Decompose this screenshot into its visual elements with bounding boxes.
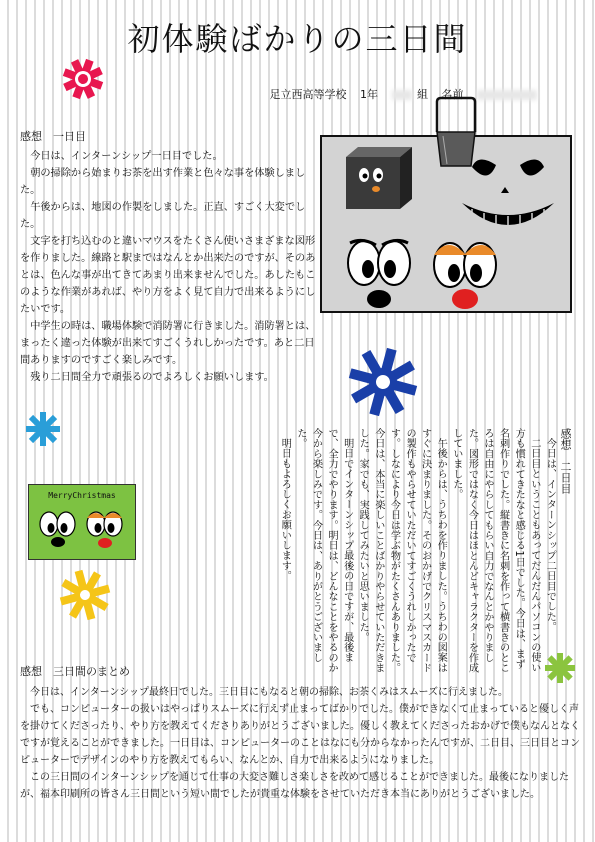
class-label: 組: [417, 88, 428, 101]
paragraph: 今日は、インターンシップ二日目でした。: [544, 438, 556, 632]
cartoon-eyes-icon: [348, 240, 410, 308]
paragraph: 明日でインターンシップ最後の日ですが、最後まで、全力でやります。明日は、どんなことをやるのか今から楽しみです。今日は、ありがとうございました。: [294, 428, 353, 673]
cube-character-icon: [346, 147, 412, 209]
binder-clip-icon: [433, 96, 479, 172]
paragraph: この三日間のインターンシップを通じて仕事の大変さ難しさ楽しさを改めて感じることができました。最後になりましたが、福本印刷所の皆さん三日間という短い間でしたが貴重な体験をさせていただき本当にありがとうございました。: [20, 772, 569, 800]
summary-heading: 感想 三日間のまとめ: [20, 665, 130, 678]
cartoon-eyes-icon: [434, 243, 496, 309]
paragraph: 今日は、インターンシップ一日目でした。: [30, 151, 223, 162]
cartoon-eyes-icon: [29, 500, 135, 556]
page-title: 初体験ばかりの三日間: [127, 20, 468, 58]
day1-body: [20, 148, 320, 386]
paragraph: 今日は、インターンシップ最終日でした。三日目にもなると朝の掃除、お茶くみはスムーズに行えました。: [30, 687, 508, 698]
paragraph: でも、コンピューターの扱いはやっぱりスムーズに行えず止まってばかりでした。僕ができなくて止まっていると優しく声を掛けてくださったり、やり方を教えてくださりありがとうございました。優しく教えてくださったおかげで僕もなんとなくですが覚えることができました。一日目は、コンピューターのことはなにも分からなかったんですが、二日目、三日目とコンピューターでデザインのやり方を教えてもらい、なんとか、自力で出来るようになりました。: [20, 704, 580, 766]
snowflake-icon: [58, 568, 112, 622]
day2-heading: 感想 二日目: [559, 428, 572, 494]
snowflake-icon: [24, 410, 62, 448]
paragraph: 明日もよろしくお願いします。: [279, 438, 291, 581]
paragraph: 午後からは、地図の作製をしました。正直、すごく大変でした。: [20, 202, 306, 230]
snowflake-icon: [346, 345, 420, 419]
christmas-card: [28, 484, 136, 560]
paragraph: 文字を打ち込むのと違いマウスをたくさん使いさまざまな図形を作りました。線路と駅まではなんとか出来たのですが、そのあとは、色んな事が出てきてあまり出来ませんでした。あしたもこのような作業があれば、やり方をよく見て自力で出来るようにしたいです。: [20, 236, 316, 315]
paragraph: 残り二日間全力で頑張るのでよろしくお願いします。: [30, 372, 274, 383]
snowflake-icon: [60, 56, 106, 102]
redacted-name: [477, 90, 537, 100]
paragraph: 二日目ということもあってだんだんパソコンの使い方も慣れてきたなと感じる1日でした。今日は、まず名刺作りでした。縦書きに名刺を作って横書きのところは自由にやらしてもらい自力でなんとかやりました。図形ではなく今日はほとんどキャラクターを作成していました。: [450, 428, 540, 673]
name-label: 名前: [441, 88, 464, 101]
card-label: MerryChristmas: [48, 491, 116, 500]
school-name: 足立西高等学校: [269, 88, 347, 101]
paragraph: 午後からは、うちわを作りました。うちわの図案はすぐに決まりました。そのおかげでクリスマスカードの製作もやらせていただいてすごくうれしかったです。しなにより今日は学ぶ物がたくさんありました。今日は、本当に楽しいことばかりやらせていただきました。家でも、実践してみたいと思いました。: [357, 428, 447, 673]
redacted-class: [392, 90, 412, 100]
student-meta: [260, 86, 538, 102]
day1-heading: 感想 一日目: [20, 130, 86, 143]
day2-body: [277, 428, 573, 678]
paragraph: 中学生の時は、職場体験で消防署に行きました。消防署とは、まったく違った体験が出来てすごくうれしかったです。あと二日間ありますのですごく楽しみです。: [20, 321, 316, 366]
grade-label: 1年: [360, 88, 378, 101]
paragraph: 朝の掃除から始まりお茶を出す作業と色々な事を体験しました。: [20, 168, 306, 196]
summary-body: [20, 684, 580, 803]
